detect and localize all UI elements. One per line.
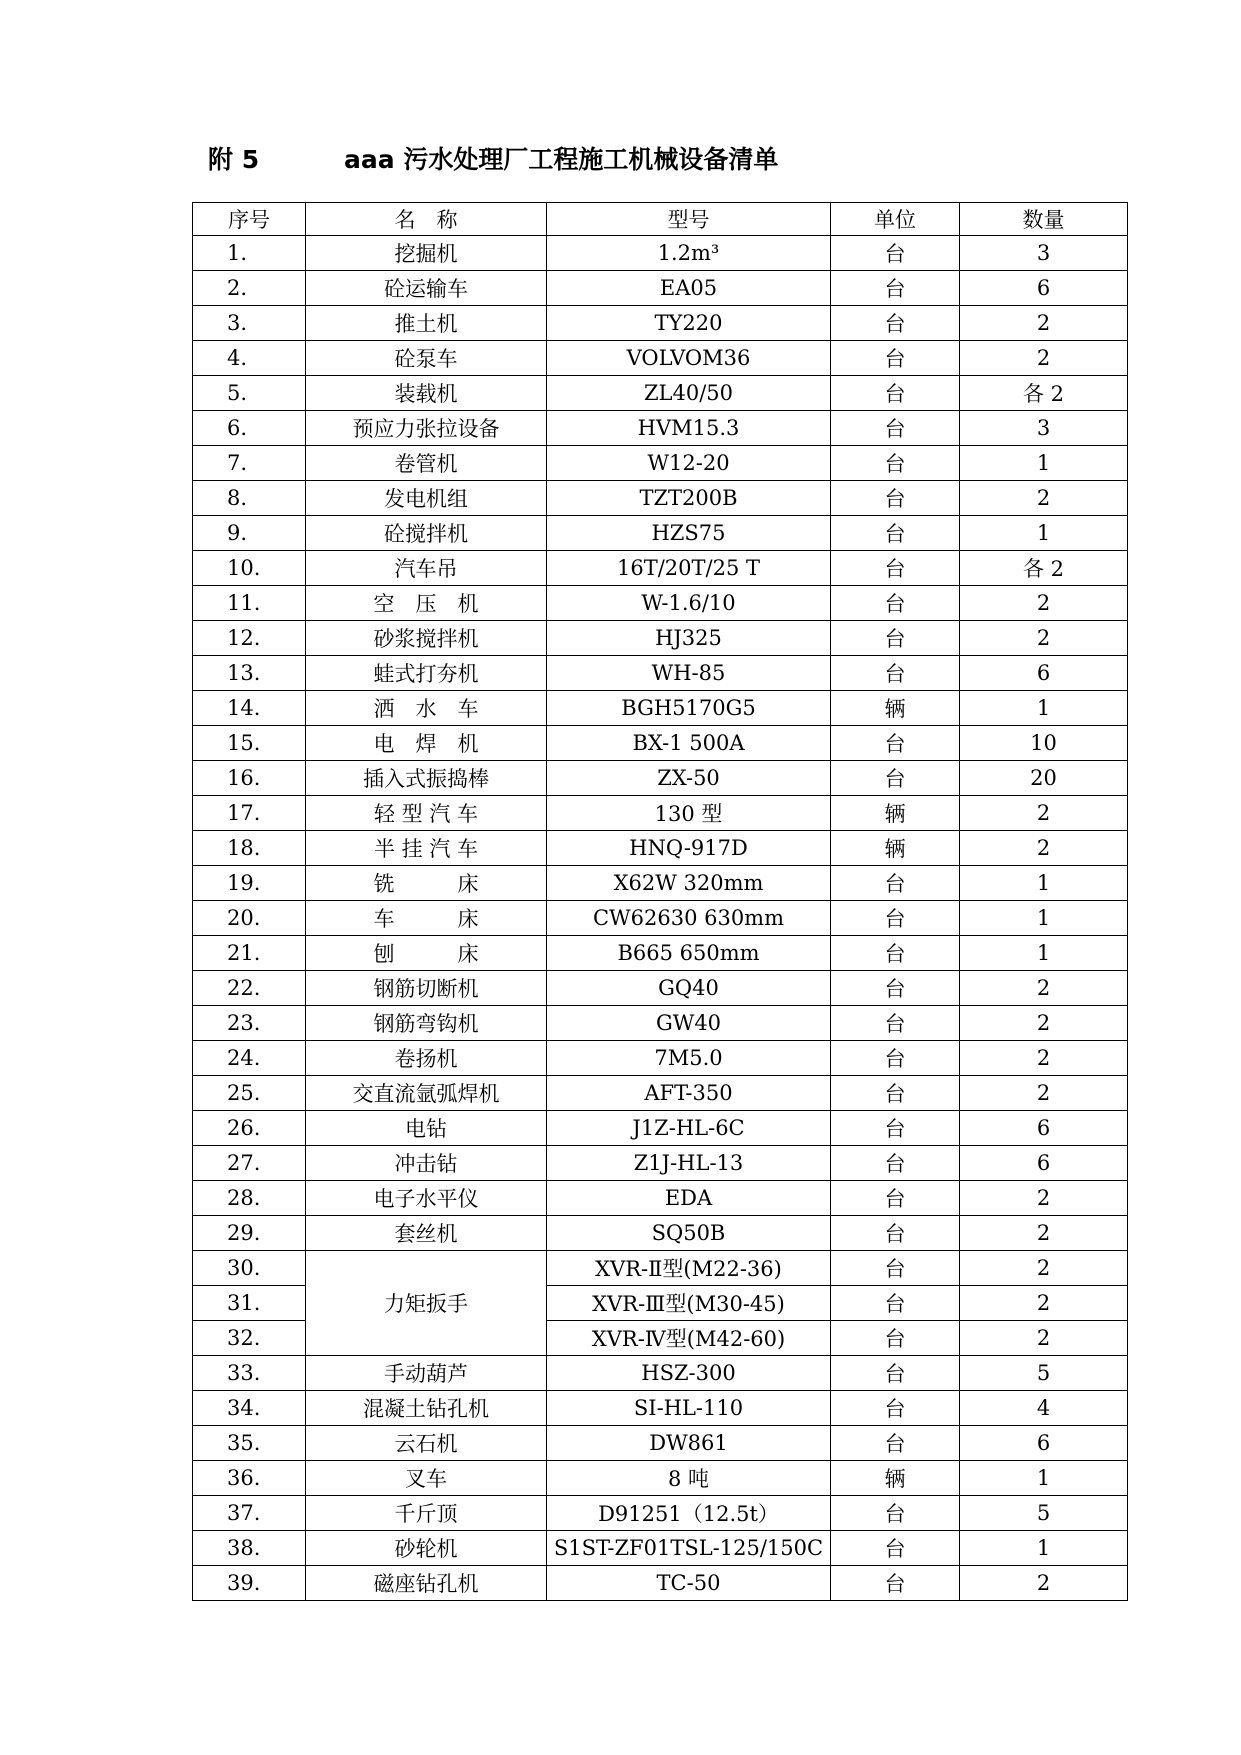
table-row <box>193 446 1128 481</box>
model: J1Z-HL-6C <box>547 1111 831 1146</box>
equipment-name: 车 床 <box>306 901 547 936</box>
quantity: 1 <box>960 1461 1128 1496</box>
equipment-name: 挖掘机 <box>306 236 547 271</box>
model: GQ40 <box>547 971 831 1006</box>
quantity: 3 <box>960 411 1128 446</box>
unit: 台 <box>831 1286 960 1321</box>
row-number: 31. <box>193 1286 306 1321</box>
document-title <box>208 140 1108 180</box>
quantity: 各 2 <box>960 551 1128 586</box>
row-number: 9. <box>193 516 306 551</box>
model: D91251（12.5t） <box>547 1496 831 1531</box>
equipment-name: 卷管机 <box>306 446 547 481</box>
model: ZL40/50 <box>547 376 831 411</box>
model: Z1J-HL-13 <box>547 1146 831 1181</box>
row-number: 14. <box>193 691 306 726</box>
row-number: 28. <box>193 1181 306 1216</box>
equipment-name: 电子水平仪 <box>306 1181 547 1216</box>
unit: 台 <box>831 1391 960 1426</box>
row-number: 5. <box>193 376 306 411</box>
unit: 台 <box>831 1321 960 1356</box>
row-number: 3. <box>193 306 306 341</box>
model: WH-85 <box>547 656 831 691</box>
quantity: 2 <box>960 1251 1128 1286</box>
table-row <box>193 1041 1128 1076</box>
table-row <box>193 656 1128 691</box>
equipment-name: 力矩扳手 <box>306 1251 547 1356</box>
unit: 台 <box>831 726 960 761</box>
unit: 台 <box>831 866 960 901</box>
table-row <box>193 831 1128 866</box>
unit: 台 <box>831 586 960 621</box>
quantity: 2 <box>960 1006 1128 1041</box>
quantity: 1 <box>960 446 1128 481</box>
model: 1.2m³ <box>547 236 831 271</box>
equipment-name: 汽车吊 <box>306 551 547 586</box>
table-row <box>193 1181 1128 1216</box>
row-number: 29. <box>193 1216 306 1251</box>
equipment-name: 空 压 机 <box>306 586 547 621</box>
row-number: 20. <box>193 901 306 936</box>
quantity: 1 <box>960 901 1128 936</box>
row-number: 2. <box>193 271 306 306</box>
unit: 台 <box>831 1426 960 1461</box>
model: HJ325 <box>547 621 831 656</box>
table-row <box>193 586 1128 621</box>
header-number: 序号 <box>193 203 306 236</box>
unit: 台 <box>831 481 960 516</box>
table-row <box>193 1566 1128 1601</box>
quantity: 6 <box>960 1146 1128 1181</box>
unit: 台 <box>831 1076 960 1111</box>
table-row <box>193 1111 1128 1146</box>
quantity: 2 <box>960 481 1128 516</box>
quantity: 2 <box>960 831 1128 866</box>
equipment-name: 电 焊 机 <box>306 726 547 761</box>
row-number: 21. <box>193 936 306 971</box>
unit: 台 <box>831 376 960 411</box>
equipment-name: 发电机组 <box>306 481 547 516</box>
table-row <box>193 306 1128 341</box>
row-number: 27. <box>193 1146 306 1181</box>
equipment-name: 卷扬机 <box>306 1041 547 1076</box>
quantity: 3 <box>960 236 1128 271</box>
row-number: 25. <box>193 1076 306 1111</box>
equipment-name: 交直流氩弧焊机 <box>306 1076 547 1111</box>
table-row <box>193 551 1128 586</box>
quantity: 1 <box>960 516 1128 551</box>
table-row <box>193 376 1128 411</box>
table-row <box>193 236 1128 271</box>
model: TC-50 <box>547 1566 831 1601</box>
equipment-name: 轻 型 汽 车 <box>306 796 547 831</box>
equipment-name: 钢筋切断机 <box>306 971 547 1006</box>
quantity: 6 <box>960 656 1128 691</box>
table-row <box>193 866 1128 901</box>
unit: 辆 <box>831 691 960 726</box>
unit: 台 <box>831 341 960 376</box>
appendix-number: 附 5 <box>208 145 260 174</box>
model: XVR-Ⅳ型(M42-60) <box>547 1321 831 1356</box>
row-number: 33. <box>193 1356 306 1391</box>
unit: 台 <box>831 1531 960 1566</box>
unit: 台 <box>831 1216 960 1251</box>
quantity: 2 <box>960 1041 1128 1076</box>
equipment-name: 插入式振捣棒 <box>306 761 547 796</box>
row-number: 15. <box>193 726 306 761</box>
quantity: 2 <box>960 306 1128 341</box>
model: HZS75 <box>547 516 831 551</box>
table-body <box>193 236 1128 1601</box>
unit: 台 <box>831 656 960 691</box>
unit: 台 <box>831 446 960 481</box>
unit: 台 <box>831 1496 960 1531</box>
model: W12-20 <box>547 446 831 481</box>
quantity: 2 <box>960 586 1128 621</box>
quantity: 2 <box>960 1321 1128 1356</box>
unit: 辆 <box>831 831 960 866</box>
row-number: 11. <box>193 586 306 621</box>
table-row <box>193 1531 1128 1566</box>
row-number: 22. <box>193 971 306 1006</box>
equipment-name: 千斤顶 <box>306 1496 547 1531</box>
model: AFT-350 <box>547 1076 831 1111</box>
unit: 台 <box>831 1566 960 1601</box>
table-row <box>193 796 1128 831</box>
equipment-name: 冲击钻 <box>306 1146 547 1181</box>
model: BGH5170G5 <box>547 691 831 726</box>
table-row <box>193 936 1128 971</box>
row-number: 13. <box>193 656 306 691</box>
row-number: 37. <box>193 1496 306 1531</box>
model: ZX-50 <box>547 761 831 796</box>
model: SI-HL-110 <box>547 1391 831 1426</box>
table-row <box>193 1426 1128 1461</box>
table-row <box>193 481 1128 516</box>
quantity: 2 <box>960 341 1128 376</box>
model: 130 型 <box>547 796 831 831</box>
equipment-name: 砂浆搅拌机 <box>306 621 547 656</box>
row-number: 8. <box>193 481 306 516</box>
table-row <box>193 271 1128 306</box>
table-row <box>193 1146 1128 1181</box>
table-row <box>193 1216 1128 1251</box>
quantity: 5 <box>960 1356 1128 1391</box>
model: 8 吨 <box>547 1461 831 1496</box>
row-number: 16. <box>193 761 306 796</box>
quantity: 1 <box>960 1531 1128 1566</box>
unit: 台 <box>831 621 960 656</box>
table-row <box>193 971 1128 1006</box>
model: X62W 320mm <box>547 866 831 901</box>
table-row <box>193 341 1128 376</box>
quantity: 2 <box>960 1216 1128 1251</box>
row-number: 10. <box>193 551 306 586</box>
equipment-name: 预应力张拉设备 <box>306 411 547 446</box>
row-number: 23. <box>193 1006 306 1041</box>
row-number: 1. <box>193 236 306 271</box>
quantity: 4 <box>960 1391 1128 1426</box>
quantity: 2 <box>960 1181 1128 1216</box>
row-number: 18. <box>193 831 306 866</box>
table-row <box>193 1391 1128 1426</box>
unit: 台 <box>831 551 960 586</box>
quantity: 2 <box>960 621 1128 656</box>
title-text: aaa 污水处理厂工程施工机械设备清单 <box>344 145 779 174</box>
equipment-name: 叉车 <box>306 1461 547 1496</box>
equipment-name: 刨 床 <box>306 936 547 971</box>
table-row <box>193 1076 1128 1111</box>
row-number: 24. <box>193 1041 306 1076</box>
row-number: 6. <box>193 411 306 446</box>
table-row <box>193 761 1128 796</box>
table-row <box>193 1251 1128 1286</box>
model: 16T/20T/25 T <box>547 551 831 586</box>
quantity: 5 <box>960 1496 1128 1531</box>
row-number: 39. <box>193 1566 306 1601</box>
model: BX-1 500A <box>547 726 831 761</box>
quantity: 10 <box>960 726 1128 761</box>
unit: 台 <box>831 1356 960 1391</box>
table-row <box>193 1356 1128 1391</box>
equipment-name: 砼搅拌机 <box>306 516 547 551</box>
model: TY220 <box>547 306 831 341</box>
equipment-name: 半 挂 汽 车 <box>306 831 547 866</box>
row-number: 19. <box>193 866 306 901</box>
equipment-name: 砂轮机 <box>306 1531 547 1566</box>
unit: 台 <box>831 1181 960 1216</box>
unit: 台 <box>831 1111 960 1146</box>
table-row <box>193 901 1128 936</box>
equipment-name: 电钻 <box>306 1111 547 1146</box>
model: HNQ-917D <box>547 831 831 866</box>
equipment-name: 推土机 <box>306 306 547 341</box>
model: XVR-Ⅲ型(M30-45) <box>547 1286 831 1321</box>
equipment-table <box>192 202 1128 1601</box>
model: DW861 <box>547 1426 831 1461</box>
model: GW40 <box>547 1006 831 1041</box>
unit: 台 <box>831 516 960 551</box>
quantity: 20 <box>960 761 1128 796</box>
unit: 台 <box>831 411 960 446</box>
quantity: 6 <box>960 1426 1128 1461</box>
table-row <box>193 1006 1128 1041</box>
quantity: 6 <box>960 271 1128 306</box>
table-row <box>193 1461 1128 1496</box>
quantity: 1 <box>960 866 1128 901</box>
unit: 台 <box>831 236 960 271</box>
unit: 台 <box>831 1146 960 1181</box>
header-name: 名 称 <box>306 203 547 236</box>
table-row <box>193 691 1128 726</box>
equipment-name: 混凝土钻孔机 <box>306 1391 547 1426</box>
quantity: 2 <box>960 1076 1128 1111</box>
model: SQ50B <box>547 1216 831 1251</box>
row-number: 36. <box>193 1461 306 1496</box>
header-model: 型号 <box>547 203 831 236</box>
unit: 台 <box>831 271 960 306</box>
row-number: 17. <box>193 796 306 831</box>
unit: 台 <box>831 306 960 341</box>
row-number: 4. <box>193 341 306 376</box>
table-header-row <box>193 203 1128 236</box>
unit: 台 <box>831 761 960 796</box>
quantity: 2 <box>960 1566 1128 1601</box>
equipment-name: 钢筋弯钩机 <box>306 1006 547 1041</box>
table-row <box>193 621 1128 656</box>
equipment-name: 砼运输车 <box>306 271 547 306</box>
equipment-name: 套丝机 <box>306 1216 547 1251</box>
row-number: 32. <box>193 1321 306 1356</box>
model: EDA <box>547 1181 831 1216</box>
row-number: 38. <box>193 1531 306 1566</box>
model: VOLVOM36 <box>547 341 831 376</box>
quantity: 1 <box>960 936 1128 971</box>
model: 7M5.0 <box>547 1041 831 1076</box>
unit: 台 <box>831 1041 960 1076</box>
quantity: 2 <box>960 971 1128 1006</box>
row-number: 7. <box>193 446 306 481</box>
model: HVM15.3 <box>547 411 831 446</box>
row-number: 26. <box>193 1111 306 1146</box>
unit: 台 <box>831 936 960 971</box>
unit: 辆 <box>831 1461 960 1496</box>
header-unit: 单位 <box>831 203 960 236</box>
model: TZT200B <box>547 481 831 516</box>
model: W-1.6/10 <box>547 586 831 621</box>
equipment-name: 手动葫芦 <box>306 1356 547 1391</box>
model: B665 650mm <box>547 936 831 971</box>
quantity: 1 <box>960 691 1128 726</box>
row-number: 35. <box>193 1426 306 1461</box>
unit: 台 <box>831 971 960 1006</box>
unit: 台 <box>831 901 960 936</box>
header-quantity: 数量 <box>960 203 1128 236</box>
equipment-name: 云石机 <box>306 1426 547 1461</box>
model: HSZ-300 <box>547 1356 831 1391</box>
table-row <box>193 411 1128 446</box>
unit: 台 <box>831 1006 960 1041</box>
table-row <box>193 726 1128 761</box>
model: CW62630 630mm <box>547 901 831 936</box>
equipment-name: 磁座钻孔机 <box>306 1566 547 1601</box>
row-number: 12. <box>193 621 306 656</box>
row-number: 30. <box>193 1251 306 1286</box>
quantity: 2 <box>960 1286 1128 1321</box>
quantity: 6 <box>960 1111 1128 1146</box>
row-number: 34. <box>193 1391 306 1426</box>
equipment-name: 砼泵车 <box>306 341 547 376</box>
model: S1ST-ZF01TSL-125/150C <box>547 1531 831 1566</box>
quantity: 各 2 <box>960 376 1128 411</box>
unit: 台 <box>831 1251 960 1286</box>
table-row <box>193 516 1128 551</box>
equipment-name: 蛙式打夯机 <box>306 656 547 691</box>
model: EA05 <box>547 271 831 306</box>
equipment-name: 装载机 <box>306 376 547 411</box>
unit: 辆 <box>831 796 960 831</box>
model: XVR-Ⅱ型(M22-36) <box>547 1251 831 1286</box>
equipment-name: 洒 水 车 <box>306 691 547 726</box>
table-row <box>193 1496 1128 1531</box>
quantity: 2 <box>960 796 1128 831</box>
equipment-name: 铣 床 <box>306 866 547 901</box>
